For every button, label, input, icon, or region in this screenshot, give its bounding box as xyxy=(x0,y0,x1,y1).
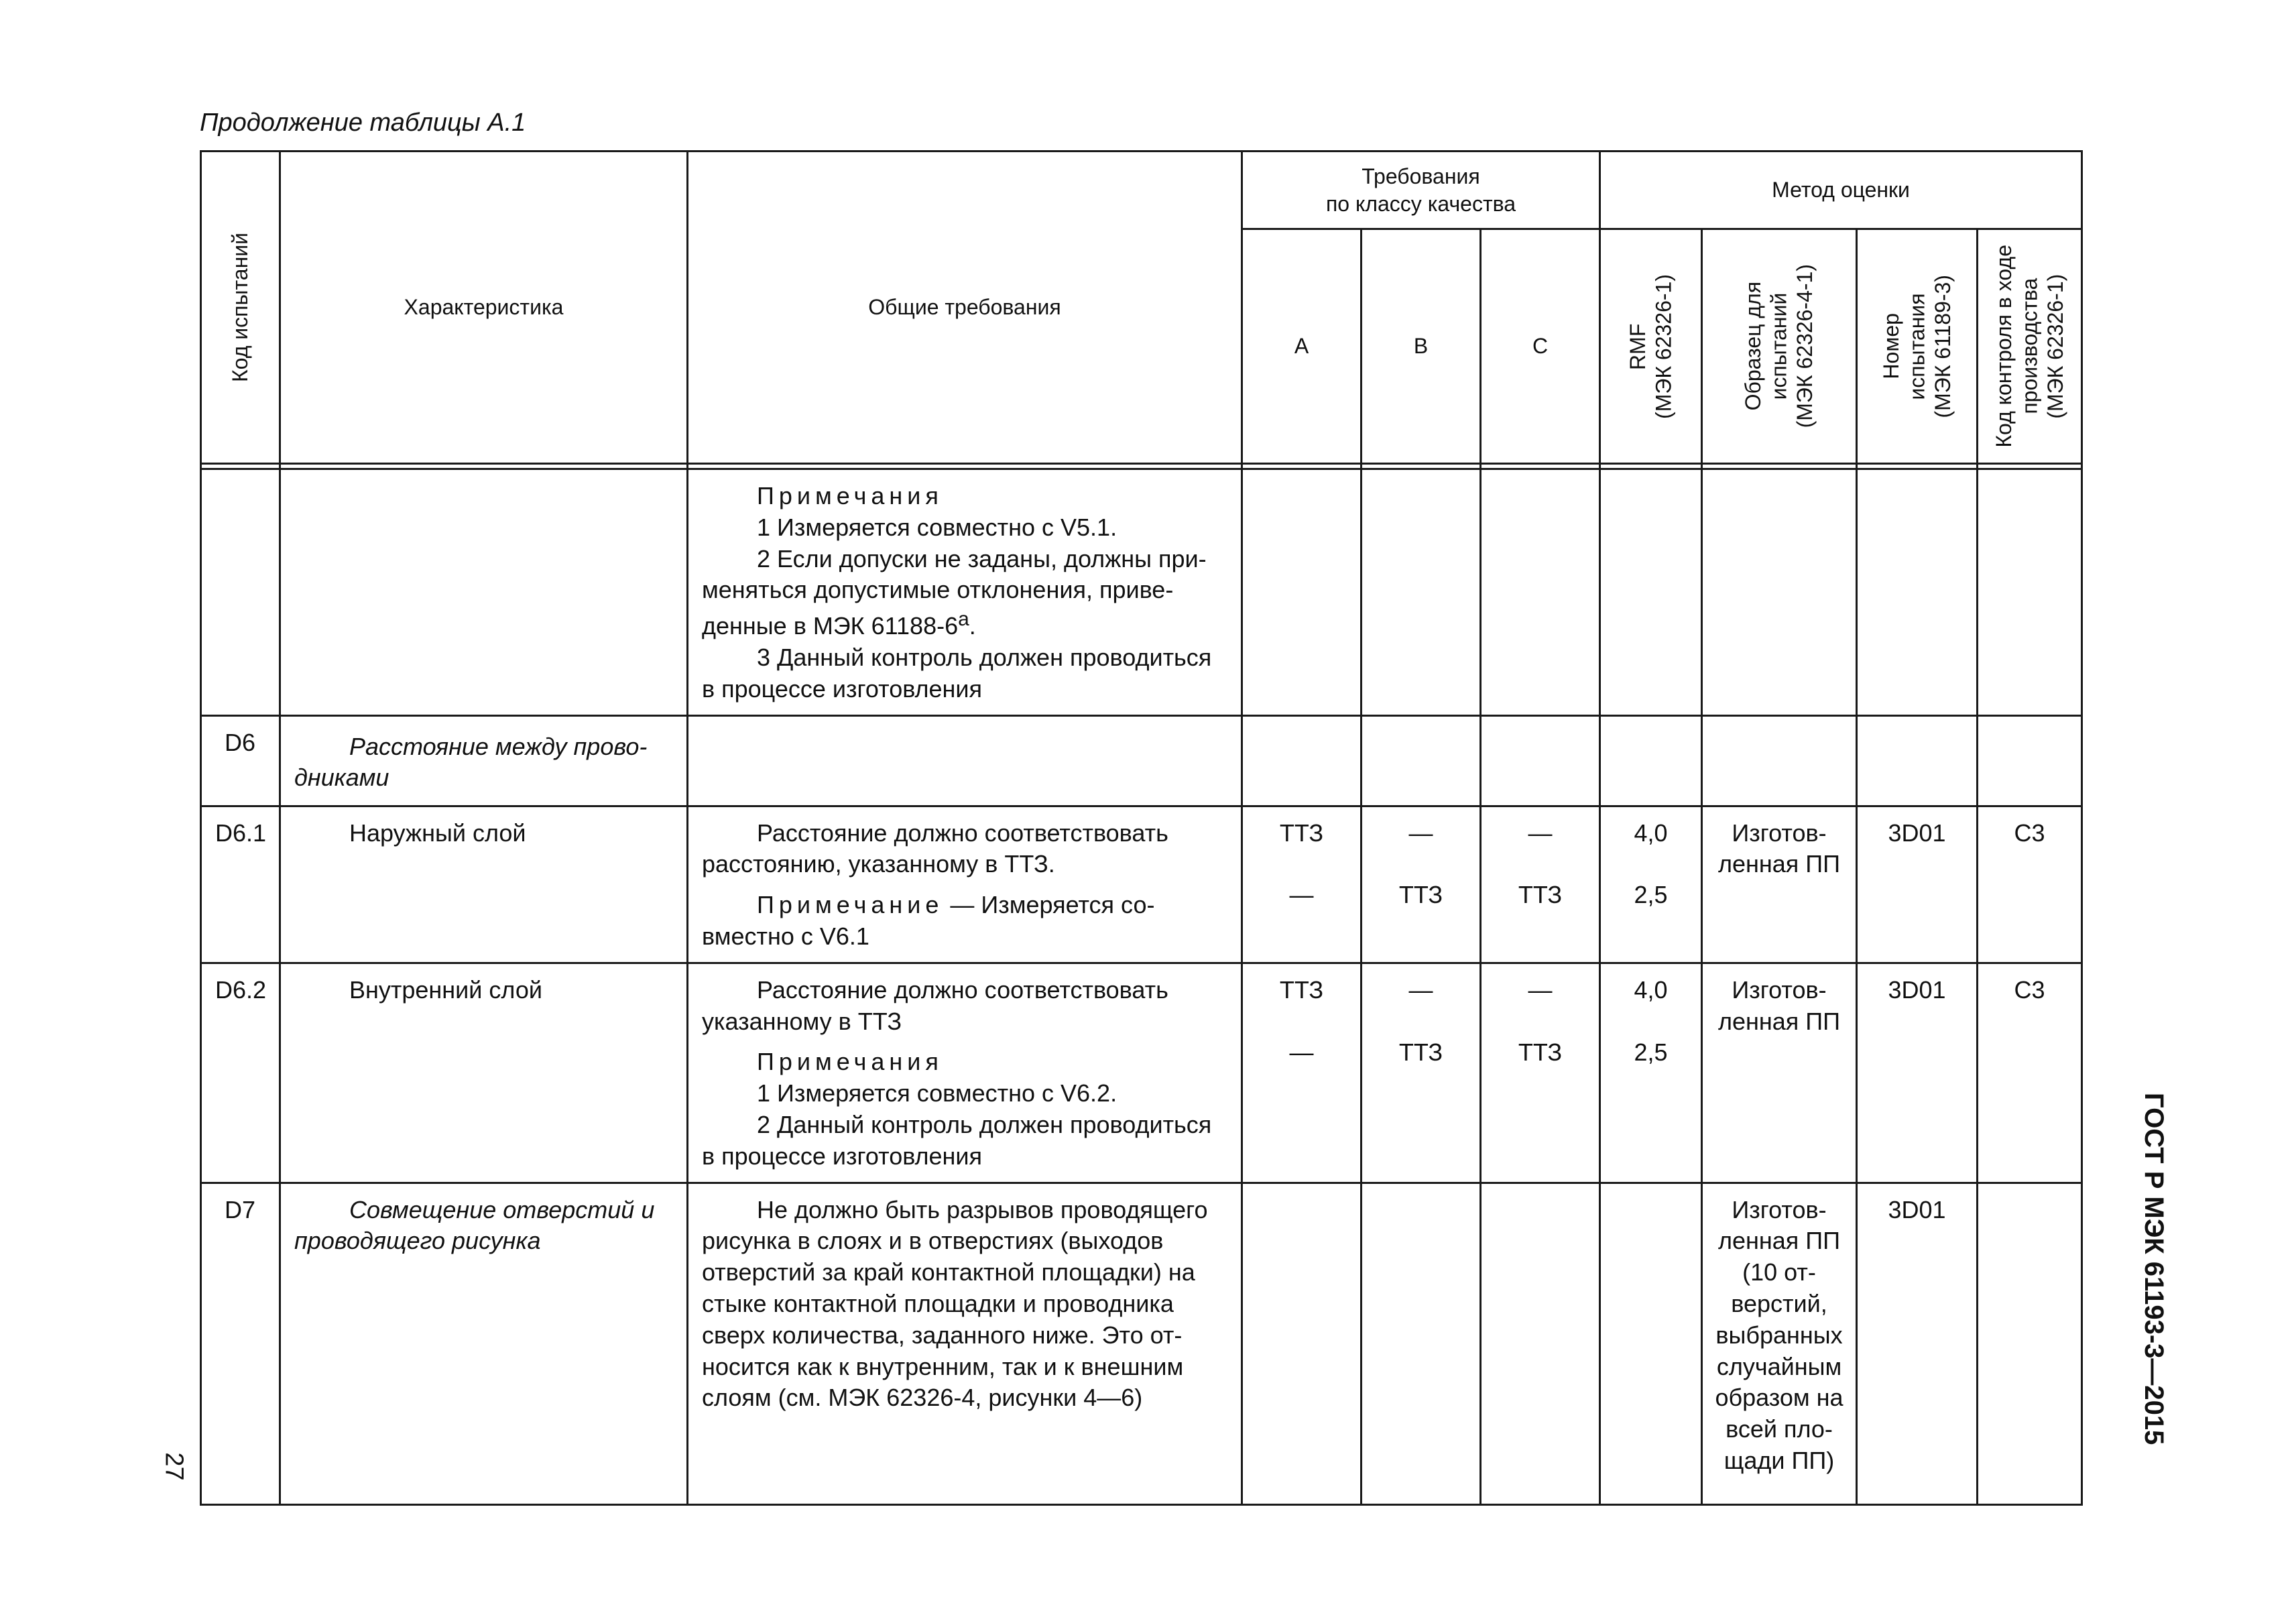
row-characteristic: Внутренний слой xyxy=(280,963,688,1183)
row-code: D6 xyxy=(201,715,280,806)
test-number-cell: 3D01 xyxy=(1857,1183,1978,1504)
row-code: D6.1 xyxy=(201,806,280,963)
table-row xyxy=(201,806,2082,963)
table-row xyxy=(201,963,2082,1183)
header-general-requirements: Общие требования xyxy=(688,152,1242,464)
control-code-cell: C3 xyxy=(1978,806,2082,963)
test-number-cell: 3D01 xyxy=(1857,963,1978,1183)
page-number: 27 xyxy=(160,1452,188,1481)
notes-cell: Примечания 1 Измеряется совместно с V5.1. 2 Если допуски не заданы, должны при- меняться допустимые отклонения, приве- денные в МЭК $61188-6^а$. 3 Данный контроль должен проводиться в процессе изготовления xyxy=(688,469,1242,716)
header-class-b: B xyxy=(1362,229,1481,464)
sample-cell: Изготов- ленная ПП xyxy=(1702,963,1857,1183)
header-test-number: Номер испытания (МЭК 61189-3) xyxy=(1857,229,1978,464)
class-b-cell: — ТТЗ xyxy=(1362,963,1481,1183)
header-class-c: C xyxy=(1481,229,1600,464)
document-identifier: ГОСТ Р МЭК 61193-3—2015 xyxy=(2139,1093,2169,1445)
header-code: Код испытаний xyxy=(201,152,280,464)
row-code: D7 xyxy=(201,1183,280,1504)
class-a-cell: ТТЗ — xyxy=(1242,963,1362,1183)
row-requirements: Не должно быть разрывов проводящего рисунка в слоях и в отверстиях (выходов отверстий за край контактной площадки) на стыке контактной площадки и проводника сверх количества, заданного ниже. Это от- носится как к внутренним, так и к внешним слоям (см. МЭК 62326-4, рисунки 4—6) xyxy=(688,1183,1242,1504)
table-caption: Продолжение таблицы А.1 xyxy=(200,109,526,137)
row-requirements: Расстояние должно соответствовать расстоянию, указанному в ТТЗ. Примечание — Измеряется со- вместно с V6.1 xyxy=(688,806,1242,963)
header-characteristic: Характеристика xyxy=(280,152,688,464)
header-test-sample: Образец для испытаний (МЭК 62326-4-1) xyxy=(1702,229,1857,464)
class-c-cell: — ТТЗ xyxy=(1481,806,1600,963)
test-number-cell: 3D01 xyxy=(1857,806,1978,963)
sample-cell: Изготов- ленная ПП xyxy=(1702,806,1857,963)
rmf-cell: 4,0 2,5 xyxy=(1600,806,1702,963)
class-b-cell: — ТТЗ xyxy=(1362,806,1481,963)
sample-cell: Изготов- ленная ПП (10 от- верстий, выбранных случайным образом на всей пло- щади ПП) xyxy=(1702,1183,1857,1504)
row-characteristic: Совмещение отверстий и проводящего рисунка xyxy=(280,1183,688,1504)
class-c-cell: — ТТЗ xyxy=(1481,963,1600,1183)
header-production-control-code: Код контроля в ходе производства (МЭК 62326-1) xyxy=(1978,229,2082,464)
requirements-table xyxy=(200,150,2083,1506)
class-a-cell: ТТЗ — xyxy=(1242,806,1362,963)
row-code: D6.2 xyxy=(201,963,280,1183)
row-requirements: Расстояние должно соответствовать указанному в ТТЗ Примечания 1 Измеряется совместно с V6.2. 2 Данный контроль должен проводиться в процессе изготовления xyxy=(688,963,1242,1183)
header-quality-class: Требования по классу качества xyxy=(1242,152,1600,229)
table-row xyxy=(201,1183,2082,1504)
row-characteristic: Наружный слой xyxy=(280,806,688,963)
header-rmf: RMF (МЭК 62326-1) xyxy=(1600,229,1702,464)
control-code-cell: C3 xyxy=(1978,963,2082,1183)
header-evaluation-method: Метод оценки xyxy=(1600,152,2082,229)
header-separator xyxy=(201,464,2082,469)
row-characteristic: Расстояние между прово- дниками xyxy=(280,715,688,806)
rmf-cell: 4,0 2,5 xyxy=(1600,963,1702,1183)
table-row xyxy=(201,469,2082,716)
header-class-a: A xyxy=(1242,229,1362,464)
table-row xyxy=(201,715,2082,806)
